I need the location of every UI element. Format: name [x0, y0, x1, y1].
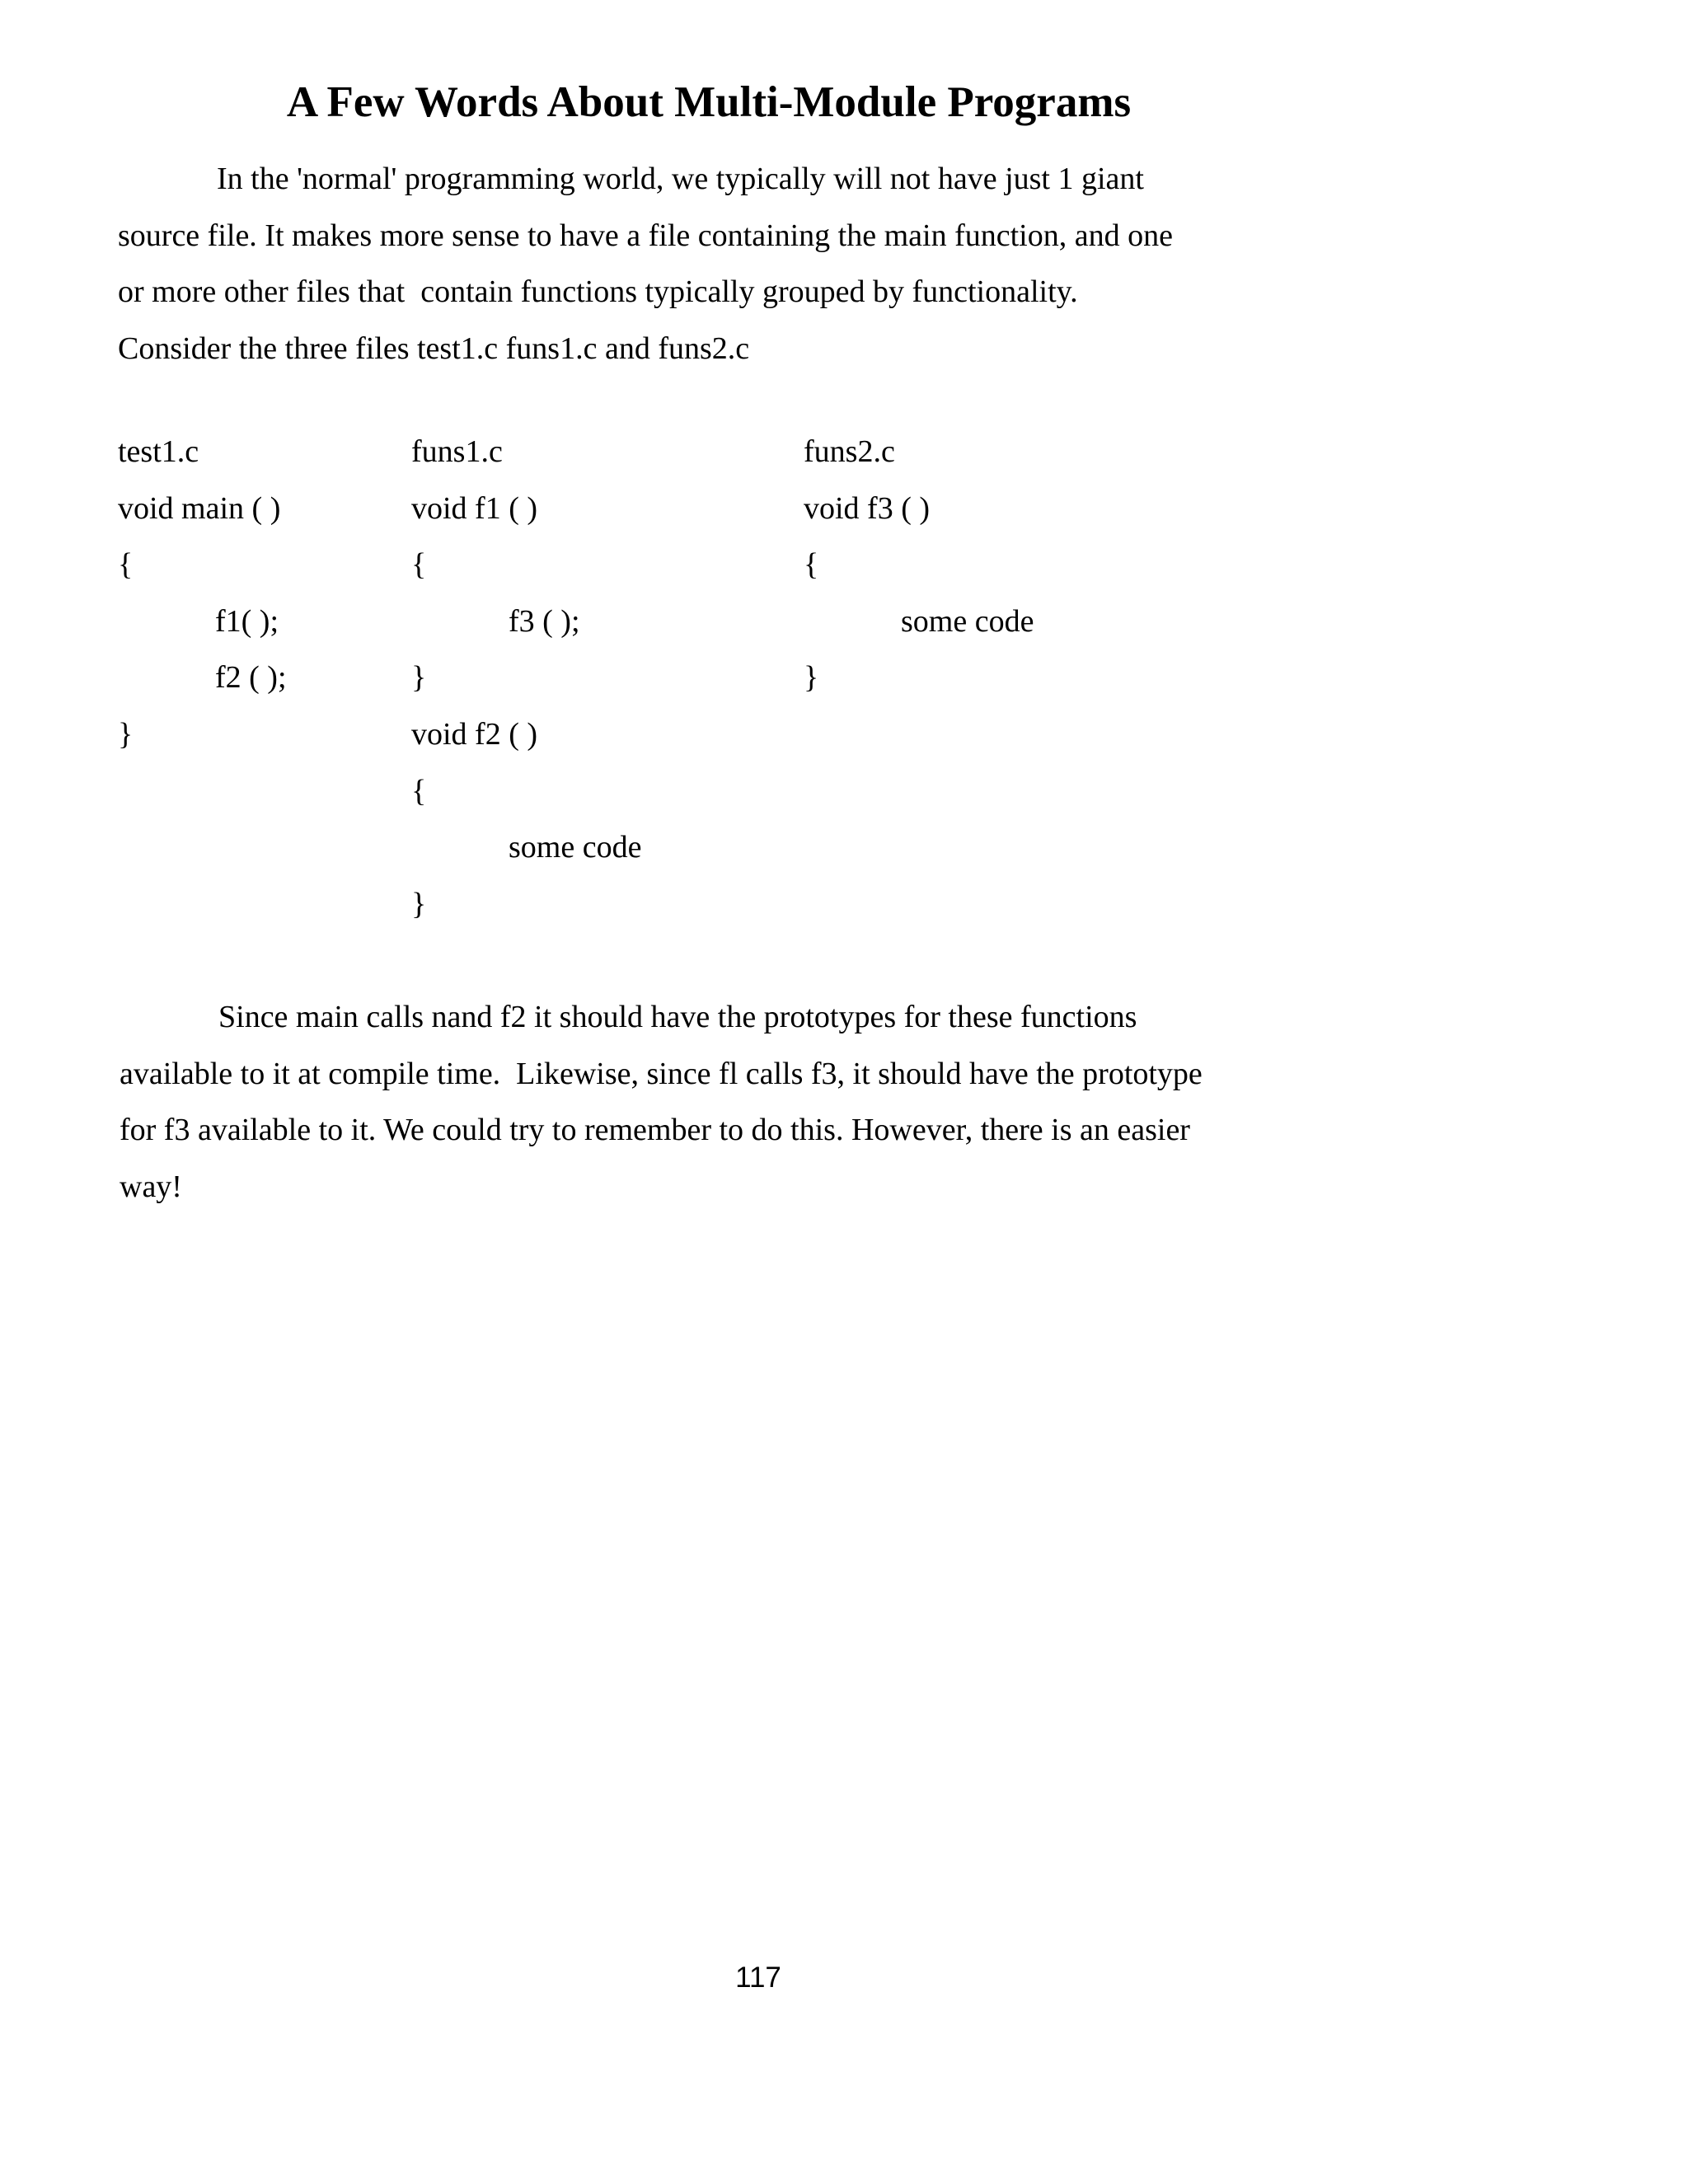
intro-paragraph [118, 151, 1173, 377]
code-line: void f2 ( ) [411, 716, 538, 752]
code-line: { [804, 547, 819, 583]
code-file-name: funs2.c [804, 434, 895, 469]
code-line: { [411, 773, 427, 808]
code-line: f3 ( ); [509, 603, 580, 639]
code-line: f2 ( ); [215, 660, 287, 696]
intro-line: source file. It makes more sense to have a file containing the main function, and one [118, 218, 1173, 253]
intro-line: In the 'normal' programming world, we typically will not have just 1 giant [217, 162, 1144, 196]
code-file-name: funs1.c [411, 434, 503, 469]
code-line: { [118, 547, 134, 583]
code-line: some code [509, 830, 642, 865]
code-line: f1( ); [215, 603, 279, 639]
closing-line: for f3 available to it. We could try to remember to do this. However, there is an easier [120, 1113, 1190, 1147]
page-number: 117 [735, 1961, 781, 1994]
closing-line: way! [120, 1169, 182, 1204]
code-column-test1 [118, 424, 287, 763]
closing-paragraph [120, 989, 1203, 1215]
closing-line: available to it at compile time. Likewise, since fl calls f3, it should have the prototype [120, 1056, 1203, 1091]
code-column-funs2 [804, 424, 1034, 706]
code-line: void f3 ( ) [804, 490, 931, 526]
code-file-name: test1.c [118, 434, 199, 469]
code-line: } [118, 716, 134, 752]
code-line: void f1 ( ) [411, 490, 538, 526]
intro-line: Consider the three files test1.c funs1.c and funs2.c [118, 330, 750, 366]
page-title: A Few Words About Multi-Module Programs [286, 78, 1132, 126]
code-line: } [411, 886, 427, 921]
code-line: } [804, 660, 819, 696]
closing-line: Since main calls nand f2 it should have the prototypes for these functions [218, 1000, 1137, 1034]
code-line: some code [901, 603, 1034, 639]
code-line: { [411, 547, 427, 583]
code-column-funs1 [411, 424, 641, 932]
intro-line: or more other files that contain functions typically grouped by functionality. [118, 274, 1078, 309]
code-line: void main ( ) [118, 490, 281, 526]
code-line: } [411, 660, 427, 696]
